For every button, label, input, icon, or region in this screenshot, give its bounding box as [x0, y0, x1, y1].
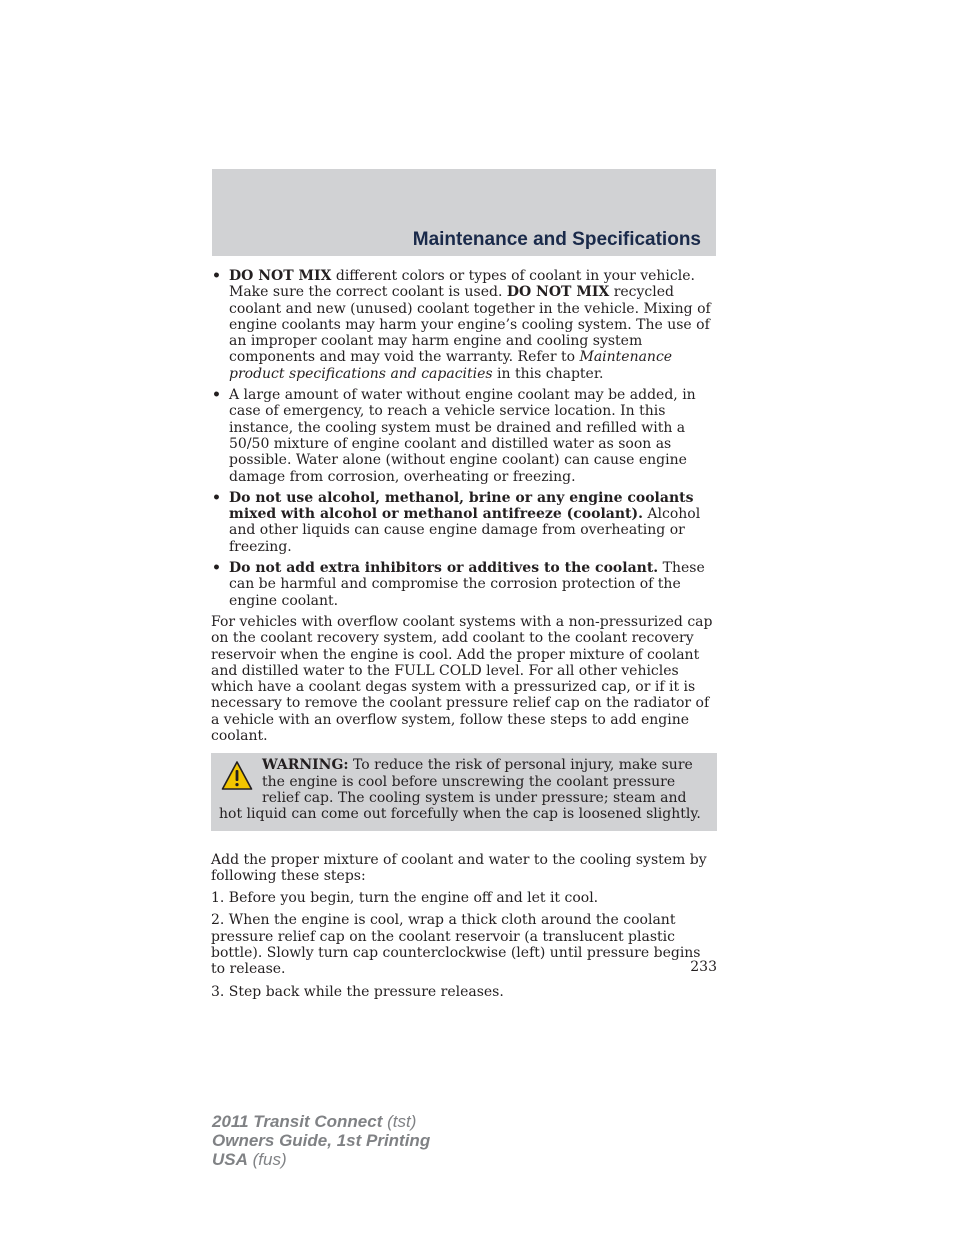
footer-line — [212, 1150, 430, 1169]
body-paragraph: For vehicles with overflow coolant systems with a non-pressurized cap on the coolant recovery system, add coolant to the coolant recovery reservoir when the engine is cool. Add the proper mixture of coolant and distilled water to the FULL COLD level. For all other vehicles which have a coolant degas system with a pressurized cap, or if it is necessary to remove the coolant pressure relief cap on the radiator of a vehicle with an overflow system, follow these steps to add engine coolant. — [211, 613, 713, 745]
body-paragraph: Add the proper mixture of coolant and water to the cooling system by following these steps: — [211, 851, 707, 884]
warning-triangle-icon — [221, 760, 253, 792]
step-item: 3. Step back while the pressure releases. — [211, 983, 504, 1000]
list-item — [211, 560, 717, 609]
body-text: recycled coolant and new (unused) coolant together in the vehicle. Mixing of engine coolants may harm your engine’s cooling system. The use of an improper coolant may harm engine and cooling system components and may void the warranty. Refer to — [229, 284, 711, 366]
warning-text: To reduce the risk of personal injury, make sure the engine is cool before unscrewing the coolant pressure relief cap. The cooling system is under pressure; steam and hot liquid can come out forcefully when the cap is loosened slightly. — [219, 757, 701, 823]
body-text: These can be harmful and compromise the corrosion protection of the engine coolant. — [229, 560, 705, 609]
body-text: A large amount of water without engine coolant may be added, in case of emergency, to reach a vehicle service location. In this instance, the cooling system must be drained and refilled with a 50/50 mixture of engine coolant and distilled water as soon as possible. Water alone (without engine coolant) can cause engine damage from corrosion, overheating or freezing. — [229, 387, 696, 485]
section-header — [212, 169, 716, 256]
warning-box — [211, 753, 717, 830]
footer-line — [212, 1131, 430, 1150]
page-content — [211, 268, 717, 1006]
list-item — [211, 268, 717, 382]
cross-reference: Maintenance product specifications and capacities — [229, 349, 673, 382]
body-text: Alcohol and other liquids can cause engine damage from overheating or freezing. — [229, 506, 701, 555]
document-footer — [212, 1112, 430, 1169]
bullet-marker: • — [212, 387, 221, 404]
footer-model: 2011 Transit Connect — [212, 1112, 383, 1131]
bullet-list — [211, 268, 717, 609]
warning-label: WARNING: — [262, 757, 349, 774]
emphasis-text: DO NOT MIX — [506, 284, 610, 301]
list-item — [211, 490, 717, 555]
emphasis-text: Do not add extra inhibitors or additives to the coolant. — [229, 560, 659, 577]
section-title: Maintenance and Specifications — [412, 229, 701, 250]
step-item: 2. When the engine is cool, wrap a thick cloth around the coolant pressure relief cap on the coolant reservoir (a translucent plastic bottle). Slowly turn cap counterclockwise (left) until pressure begins to release. — [211, 912, 701, 978]
footer-code: (tst) — [382, 1112, 417, 1131]
body-text: different colors or types of coolant in your vehicle. Make sure the correct coolant is used. — [229, 268, 695, 301]
body-text: in this chapter. — [492, 365, 604, 382]
emphasis-text: DO NOT MIX — [229, 268, 332, 284]
footer-code: (fus) — [247, 1150, 287, 1169]
list-item — [211, 387, 717, 485]
bullet-marker: • — [212, 489, 221, 506]
step-item: 1. Before you begin, turn the engine off and let it cool. — [211, 890, 599, 907]
bullet-marker: • — [212, 560, 221, 577]
footer-market: USA — [212, 1150, 248, 1169]
footer-edition: Owners Guide, 1st Printing — [212, 1131, 431, 1150]
emphasis-text: Do not use alcohol, methanol, brine or any engine coolants mixed with alcohol or methanol antifreeze (coolant). — [229, 489, 694, 523]
footer-line — [212, 1112, 430, 1131]
bullet-marker: • — [212, 268, 221, 284]
page-number: 233 — [690, 959, 717, 975]
